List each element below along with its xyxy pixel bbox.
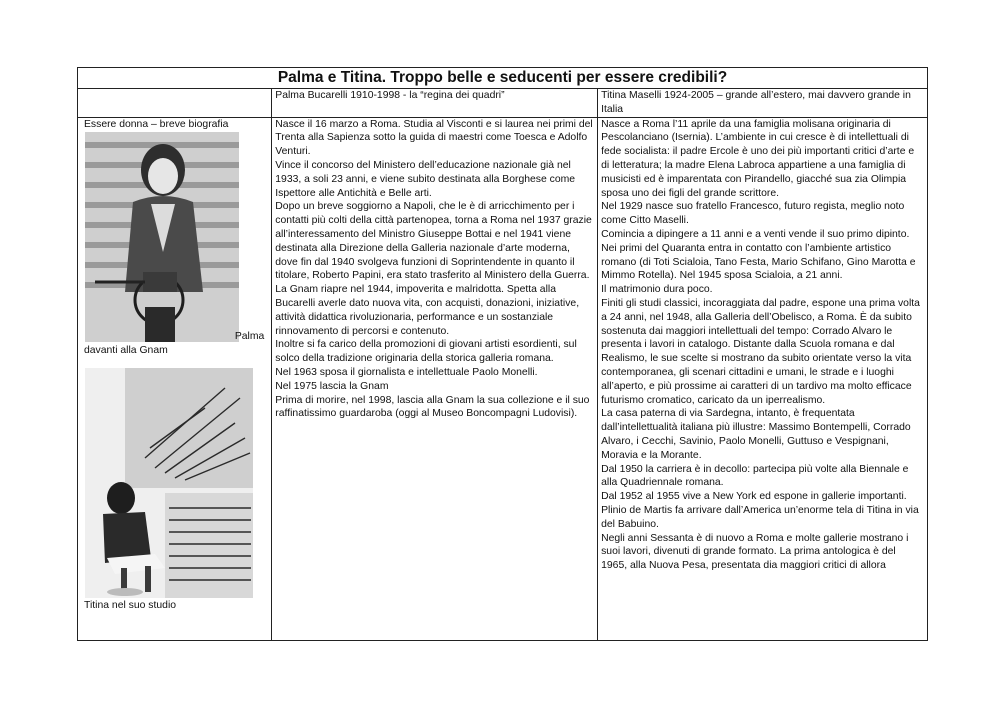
bio-paragraph: Dal 1950 la carriera è in decollo: partecipa più volte alla Biennale e alla Quadriennale romana. [601,463,909,489]
row-label: Essere donna – breve biografia [84,118,229,130]
biography-table [77,67,928,641]
palma-photo [85,132,239,342]
bio-paragraph: La Gnam riapre nel 1944, impoverita e malridotta. Spetta alla Bucarelli averle dato nuova vita, con acquisti, donazioni, iniziative, attività didattica rivoluzionaria, performance e un sostanziale rinnovamento di percorsi e contenuto. [275,284,580,337]
bio-paragraph: Il matrimonio dura poco. [601,284,713,296]
caption-palma: Palma [234,330,265,342]
bio-paragraph: Nasce a Roma l’11 aprile da una famiglia molisana originaria di Pescolanciano (Isernia). L’ambiente in cui cresce è di intellettuali di fede socialista: il padre Ercole è uno dei più importanti critici d’arte e di letteratura; la madre Elena Labroca appartiene a una famiglia di musicisti ed è imparentata con Pirandello, giacché sua zia Olimpia sposa uno dei figli del grande scrittore. [601,118,915,199]
palma-header: Palma Bucarelli 1910-1998 - la “regina dei quadri” [272,89,598,118]
bio-paragraph: Nel 1975 lascia la Gnam [275,380,389,392]
bio-paragraph: Vince il concorso del Ministero dell’educazione nazionale già nel 1933, a soli 23 anni, e viene subito destinata alla Borghese come Ispettore alle Antichità e Belle arti. [275,159,576,199]
page-title: Palma e Titina. Troppo belle e seducenti per essere credibili? [78,68,928,89]
bio-paragraph: Dal 1952 al 1955 vive a New York ed espone in gallerie importanti. Plinio de Martis fa arrivare dall’America un’enorme tela di Titina in via del Babuino. [601,491,919,530]
bio-paragraph: Inoltre si fa carico della promozioni di giovani artisti esordienti, sul solco della tradizione originaria della storica galleria romana. [275,339,577,365]
bio-paragraph: Negli anni Sessanta è di nuovo a Roma e molte gallerie mostrano i suoi lavori, divenuti di grande formato. La prima antologica è del 1965, alla Nuova Pesa, presentata dia maggiori critici di allora [601,532,909,572]
photo-column [78,117,272,640]
bio-paragraph: Prima di morire, nel 1998, lascia alla Gnam la sua collezione e il suo raffinatissimo guardaroba (oggi al Museo Boncompagni Ludovisi). [275,394,590,420]
bio-paragraph: Finiti gli studi classici, incoraggiata dal padre, espone una prima volta a 24 anni, nel 1948, alla Galleria dell’Obelisco, a Roma. È da subito sostenuta dai maggiori intellettuali del tempo: Corrado Alvaro le presenta i lavori in catalogo. Distante dalla Scuola romana e dal Realismo, le sue scelte si mostrano da subito orientate verso la vita contemporanea, gli scenari cittadini e umani, le strade e i luoghi all’aperto, e più prossime ai caratteri di un tardivo ma molto efficace futurismo cromatico, caricato da un iperrealismo. [601,297,920,406]
empty-header-cell [78,89,272,118]
bio-paragraph: Nasce il 16 marzo a Roma. Studia al Visconti e si laurea nei primi del Trenta alla Sapienza sotto la guida di maestri come Toesca e Adolfo Venturi. [275,118,593,158]
titina-biography [598,117,928,640]
bio-paragraph: Dopo un breve soggiorno a Napoli, che le è di arricchimento per i contatti più colti della città partenopea, torna a Roma nel 1937 grazie all’interessamento del Ministro Giuseppe Bottai e nel 1941 viene destinata alla Direzione della Galleria nazionale d’arte moderna, dove fin dal 1940 svolgeva funzioni di Soprintendente in quanto il titolare, Roberto Papini, era stato trasferito al Ministero della Guerra. [275,201,592,282]
caption-titina: Titina nel suo studio [84,599,177,611]
caption-palma-continued: davanti alla Gnam [84,344,168,356]
bio-paragraph: La casa paterna di via Sardegna, intanto, è frequentata dall’intellettualità italiana più illustre: Massimo Bontempelli, Corrado Alvaro, i Cecchi, Savinio, Paolo Monelli, Guttuso e Vespignani, Moravia e la Morante. [601,408,911,461]
titina-photo [85,368,253,598]
bio-paragraph: Nel 1963 sposa il giornalista e intellettuale Paolo Monelli. [275,366,538,378]
bio-paragraph: Nel 1929 nasce suo fratello Francesco, futuro regista, meglio noto come Citto Maselli. [601,201,905,227]
titina-header: Titina Maselli 1924-2005 – grande all’estero, mai davvero grande in Italia [598,89,928,118]
bio-paragraph: Nei primi del Quaranta entra in contatto con l’ambiente artistico romano (di Toti Scialoia, Tano Festa, Mario Schifano, Gino Marotta e Mimmo Rotella). Nel 1945 sposa Scialoia, a 21 anni. [601,242,916,282]
palma-biography [272,117,598,640]
bio-paragraph: Comincia a dipingere a 11 anni e a venti vende il suo primo dipinto. [601,228,910,240]
